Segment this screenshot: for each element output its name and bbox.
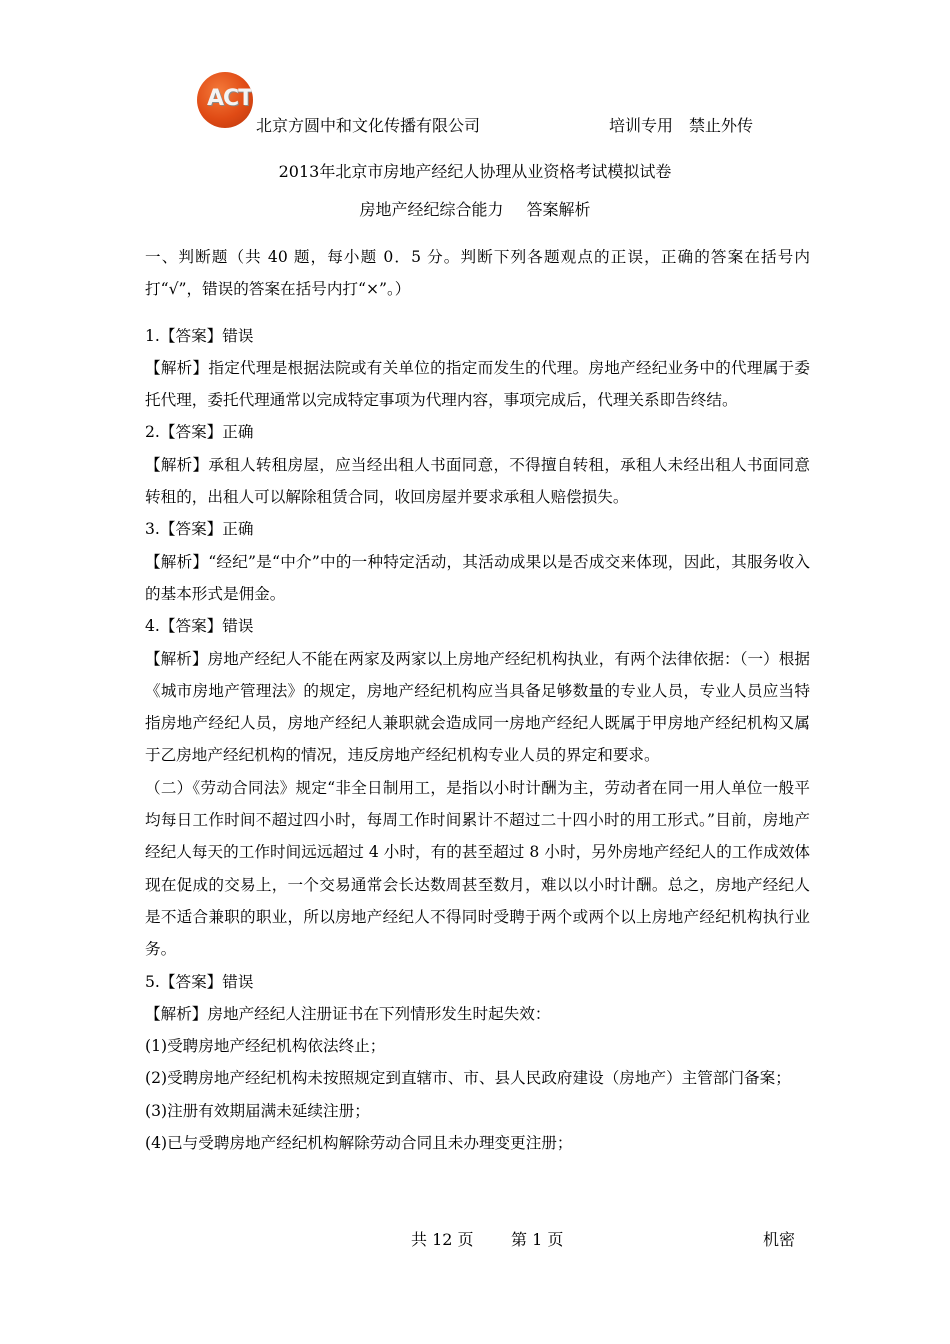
explanation-5: 【解析】房地产经纪人注册证书在下列情形发生时起失效： [145,1004,551,1023]
list-item: (1)受聘房地产经纪机构依法终止； [145,1037,386,1056]
answer-5: 5.【答案】错误 [145,972,254,991]
list-item: (3)注册有效期届满未延续注册； [145,1101,370,1120]
logo-lettering: ACT [207,86,253,111]
document-body [145,241,810,1159]
current-page: 第 1 页 [511,1230,564,1249]
section-intro: 一、判断题（共 40 题，每小题 0．5 分。判断下列各题观点的正误，正确的答案在括号内打“√”，错误的答案在括号内打“×”。） [145,248,810,299]
list-item: (2)受聘房地产经纪机构未按照规定到直辖市、市、县人民政府建设（房地产）主管部门备案； [145,1069,791,1088]
confidential-mark: 机密 [763,1230,796,1249]
document-titles [0,160,950,222]
answer-1: 1.【答案】错误 [145,326,254,345]
exam-subtitle: 房地产经纪综合能力 答案解析 [359,200,591,219]
training-notice: 培训专用 禁止外传 [609,116,754,135]
answer-4: 4.【答案】错误 [145,617,254,636]
company-logo [197,72,253,128]
explanation-2: 【解析】承租人转租房屋，应当经出租人书面同意，不得擅自转租，承租人未经出租人书面同意转租的，出租人可以解除租赁合同，收回房屋并要求承租人赔偿损失。 [145,455,810,507]
explanation-4-continued: （二）《劳动合同法》规定“非全日制用工，是指以小时计酬为主，劳动者在同一用人单位一般平均每日工作时间不超过四小时，每周工作时间累计不超过二十四小时的用工形式。”目前，房地产经纪人每天的工作时间远远超过 4 小时，有的甚至超过 8 小时，另外房地产经纪人的工作成效体现在促成的交易上，一个交易通常会长达数周甚至数月，难以以小时计酬。总之，房地产经纪人是不适合兼职的职业，所以房地产经纪人不得同时受聘于两个或两个以上房地产经纪机构执行业务。 [145,778,810,959]
total-pages: 共 12 页 [411,1230,474,1249]
company-name: 北京方圆中和文化传播有限公司 [256,116,481,135]
answer-2: 2.【答案】正确 [145,423,254,442]
explanation-1: 【解析】指定代理是根据法院或有关单位的指定而发生的代理。房地产经纪业务中的代理属于委托代理，委托代理通常以完成特定事项为代理内容，事项完成后，代理关系即告终结。 [145,358,810,410]
answer-3: 3.【答案】正确 [145,520,254,539]
page-header [0,0,950,140]
explanation-3: 【解析】“经纪”是“中介”中的一种特定活动，其活动成果以是否成交来体现，因此，其服务收入的基本形式是佣金。 [145,552,810,603]
exam-title: 2013年北京市房地产经纪人协理从业资格考试模拟试卷 [278,162,672,181]
list-item: (4)已与受聘房地产经纪机构解除劳动合同且未办理变更注册； [145,1134,573,1153]
explanation-4: 【解析】房地产经纪人不能在两家及两家以上房地产经纪机构执业，有两个法律依据：（一）根据《城市房地产管理法》的规定，房地产经纪机构应当具备足够数量的专业人员，专业人员应当特指房地产经纪人员，房地产经纪人兼职就会造成同一房地产经纪人既属于甲房地产经纪机构又属于乙房地产经纪机构的情况，违反房地产经纪机构专业人员的界定和要求。 [145,649,810,765]
